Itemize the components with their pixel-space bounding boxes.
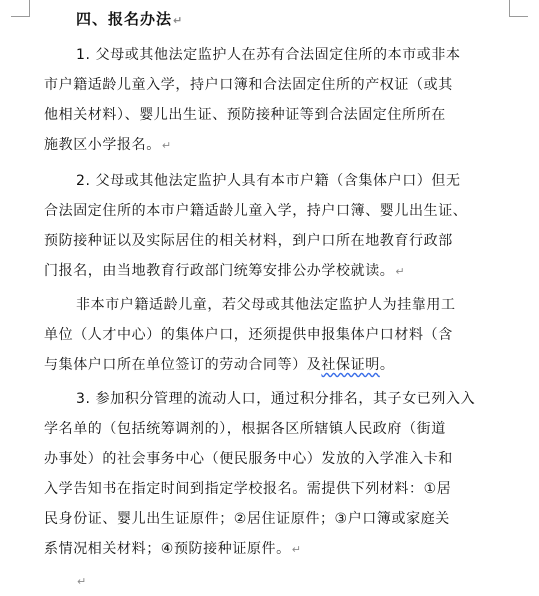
paragraph-4-line-2: 学名单的（包括统筹调剂的），根据各区所辖镇人民政府（街道 (44, 421, 446, 437)
paragraph-3-line-3-text: 与集体户口所在单位签订的劳动合同等）及 (44, 357, 322, 373)
paragraph-2-line-1: 2. 父母或其他法定监护人具有本市户籍（含集体户口）但无 (76, 173, 461, 189)
section-heading-text: 四、报名办法 (76, 10, 173, 28)
paragraph-mark-icon: ↵ (173, 14, 184, 27)
crop-mark-top-left (11, 0, 30, 17)
paragraph-2-line-4-text: 门报名，由当地教育行政部门统筹安排公办学校就读。 (44, 263, 395, 279)
paragraph-3-line-2: 单位（人才中心）的集体户口，还须提供申报集体户口材料（含 (44, 327, 453, 343)
paragraph-4-line-3: 办事处）的社会事务中心（便民服务中心）发放的入学准入卡和 (44, 451, 453, 467)
paragraph-1-line-1: 1. 父母或其他法定监护人在苏有合法固定住所的本市或非本 (76, 47, 461, 63)
paragraph-mark-icon: ↵ (291, 543, 302, 556)
paragraph-3-line-3-end: 。 (379, 357, 395, 373)
paragraph-mark-icon: ↵ (77, 575, 87, 588)
paragraph-4-line-5: 民身份证、婴儿出生证原件；②居住证原件；③户口簿或家庭关 (44, 511, 450, 527)
paragraph-4-line-1: 3. 参加积分管理的流动人口，通过积分排名，其子女已列入入 (76, 391, 476, 407)
paragraph-4-line-6 (44, 541, 302, 558)
paragraph-2-line-2: 合法固定住所的本市户籍适龄儿童入学，持户口簿、婴儿出生证、 (44, 203, 468, 219)
underlined-text-social-insurance: 社保证明 (321, 357, 380, 373)
paragraph-1-line-4-text: 施教区小学报名。 (44, 137, 161, 153)
paragraph-3-line-3 (44, 357, 394, 373)
paragraph-mark-icon: ↵ (395, 265, 406, 278)
paragraph-2-line-4 (44, 263, 405, 280)
crop-mark-top-right (509, 0, 528, 17)
empty-paragraph (76, 573, 87, 590)
paragraph-mark-icon: ↵ (161, 139, 172, 152)
paragraph-1-line-4 (44, 137, 172, 154)
paragraph-4-line-6-text: 系情况相关材料；④预防接种证原件。 (44, 541, 291, 557)
section-heading (76, 11, 183, 29)
paragraph-3-line-1: 非本市户籍适龄儿童，若父母或其他法定监护人为挂靠用工 (76, 297, 456, 313)
paragraph-1-line-3: 他相关材料）、婴儿出生证、预防接种证等到合法固定住所所在 (44, 107, 446, 123)
paragraph-1-line-2: 市户籍适龄儿童入学，持户口簿和合法固定住所的产权证（或其 (44, 77, 453, 93)
paragraph-2-line-3: 预防接种证以及实际居住的相关材料，到户口所在地教育行政部 (44, 233, 453, 249)
paragraph-4-line-4: 入学告知书在指定时间到指定学校报名。需提供下列材料：①居 (44, 481, 452, 497)
